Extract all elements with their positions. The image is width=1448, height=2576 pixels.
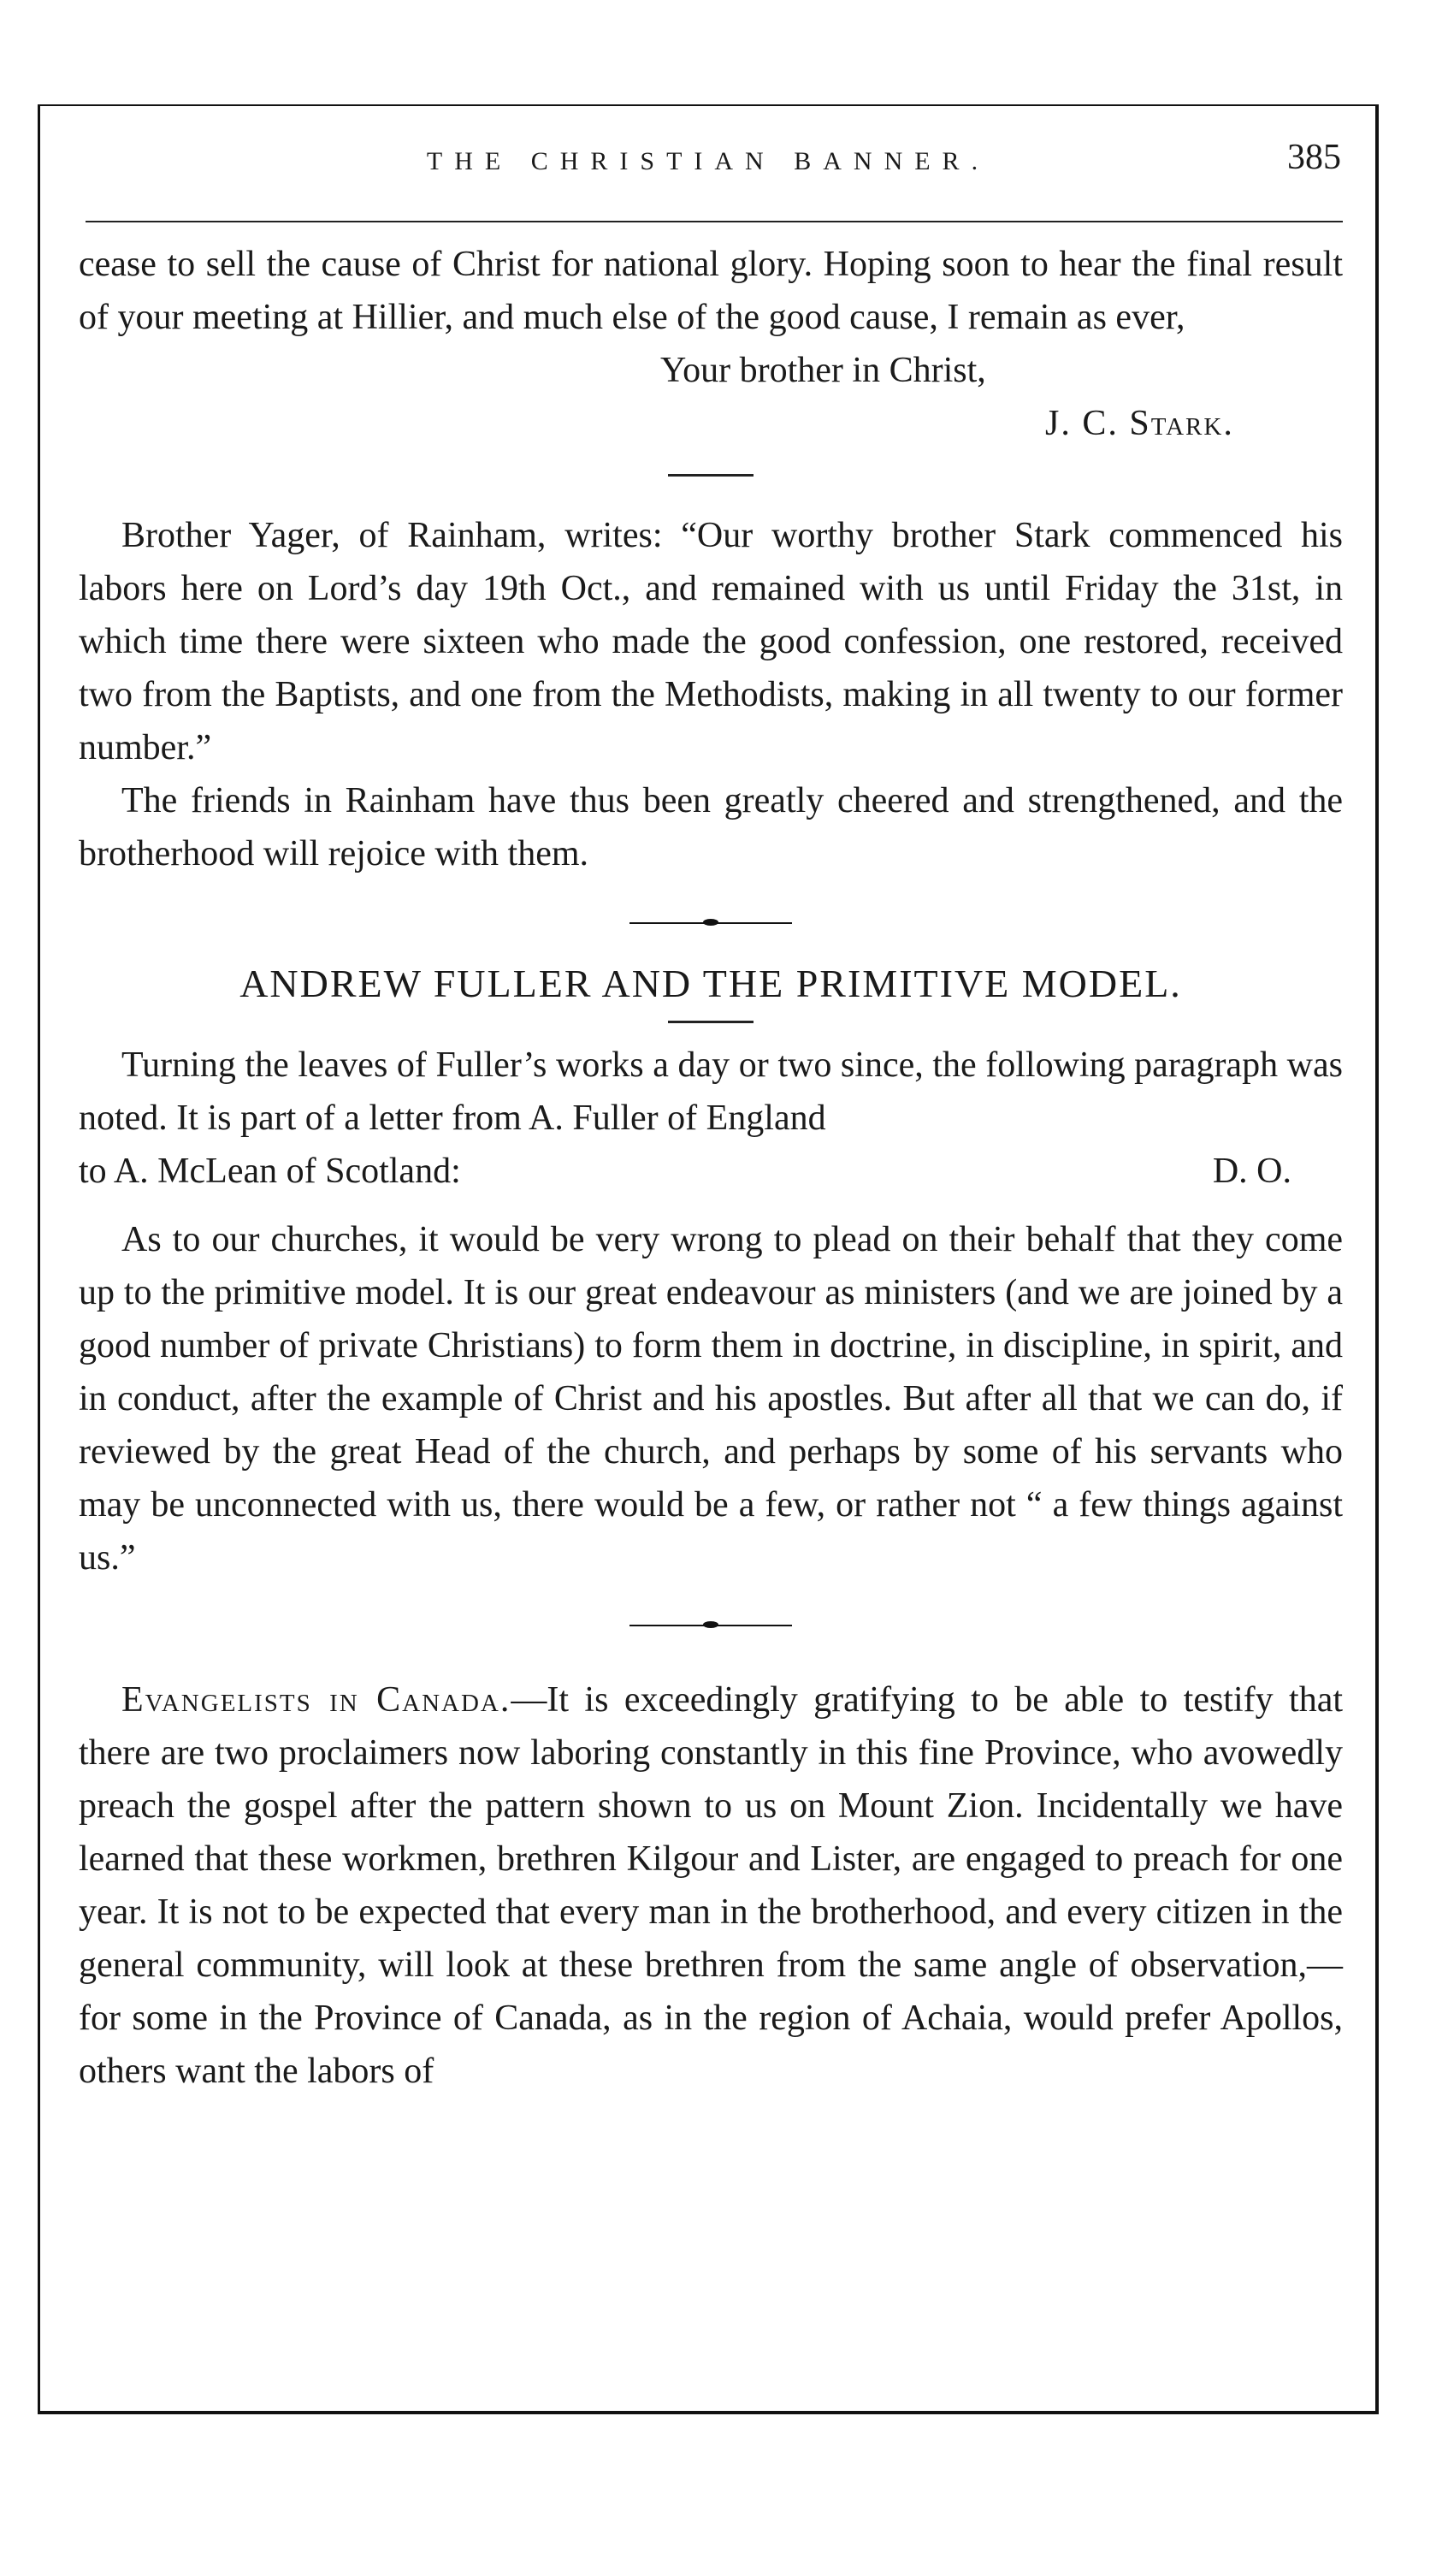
page-number: 385 xyxy=(1287,138,1341,177)
fuller-intro-last: to A. McLean of Scotland: xyxy=(79,1152,461,1191)
evangelists-text: —It is exceedingly gratifying to be able to testify that there are two proclaimers now laboring constantly in this fine Province, who avowedly preach the gospel after the pattern shown to us on Mount Zion. Incidentally we have learned that these workmen, brethren Kilgour and Lister, are engaged to preach for one year. It is not to be expected that every man in the brotherhood, and every citizen in the general community, will look at these brethren from the same angle of observation,—for some in the Province of Canada, as in the region of Achaia, would prefer Apollos, others want the labors of xyxy=(79,1680,1344,2091)
author-initials: D. O. xyxy=(1212,1152,1291,1191)
evangelists-paragraph xyxy=(79,1673,1343,2098)
letter-signature-line xyxy=(79,397,1343,450)
header-rule xyxy=(86,221,1343,222)
letter-signature: J. C. Stark. xyxy=(1045,404,1234,443)
fuller-quoted-letter: As to our churches, it would be very wrong to plead on their behalf that they come up to the primitive model. It is our great endeavour as ministers (and we are joined by a good number of private Christians) to form them in doctrine, in discipline, in spirit, and in conduct, after the example of Christ and his apostles. But after all that we can do, if reviewed by the great Head of the church, and perhaps by some of his servants who may be unconnected with us, there would be a few, or rather not “ a few things against us.” xyxy=(79,1220,1343,1578)
fuller-intro-paragraph: Turning the leaves of Fuller’s works a day or two since, the following paragraph was noted. It is part of a letter from A. Fuller of England xyxy=(79,1045,1343,1138)
letter-closing: Your brother in Christ, xyxy=(660,351,986,390)
rainham-follow-up-paragraph: The friends in Rainham have thus been greatly cheered and strengthened, and the brotherhood will rejoice with them. xyxy=(79,781,1343,873)
evangelists-lead-in: Evangelists in Canada. xyxy=(121,1680,511,1720)
article-title: ANDREW FULLER AND THE PRIMITIVE MODEL. xyxy=(239,962,1182,1005)
running-head: THE CHRISTIAN BANNER. xyxy=(426,147,990,175)
letter-ending-paragraph: cease to sell the cause of Christ for national glory. Hoping soon to hear the final result of your meeting at Hillier, and much else of the good cause, I remain as ever, xyxy=(79,245,1343,337)
ornamental-divider xyxy=(629,920,792,927)
ornamental-divider-2 xyxy=(629,1622,792,1629)
page-body xyxy=(79,238,1343,2098)
page-header xyxy=(75,137,1341,188)
letter-closing-line xyxy=(79,344,1343,397)
yager-report-paragraph: Brother Yager, of Rainham, writes: “Our worthy brother Stark commenced his labors here on Lord’s day 19th Oct., and remained with us until Friday the 31st, in which time there were sixteen who made the good confession, one restored, received two from the Baptists, and one from the Methodists, making in all twenty to our former number.” xyxy=(79,516,1343,767)
fuller-intro-last-line xyxy=(79,1145,1343,1198)
